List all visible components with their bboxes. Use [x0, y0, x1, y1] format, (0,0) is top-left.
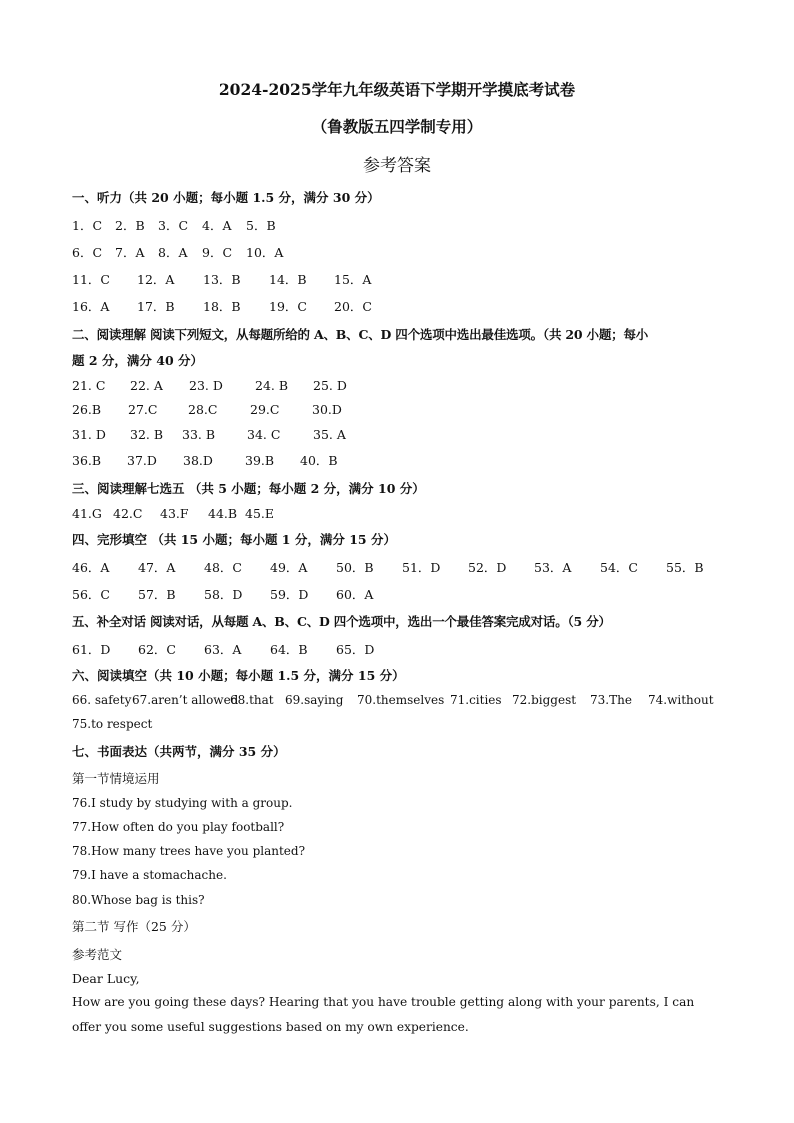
essay-greeting: Dear Lucy, — [72, 971, 140, 986]
answer-item: 47．A — [138, 560, 176, 575]
answer-item: 15．A — [334, 272, 372, 287]
sample-essay-label: 参考范文 — [72, 947, 123, 962]
section-1-row-3 — [72, 270, 371, 288]
answer-item: 58．D — [204, 587, 243, 602]
section-6-row — [72, 693, 714, 707]
answer-item: 74.without — [648, 693, 714, 707]
answer-sentence: 79.I have a stomachache. — [72, 868, 227, 882]
section-4-row-2 — [72, 585, 373, 603]
answer-item: 36.B — [72, 453, 102, 468]
answer-item: 60．A — [336, 587, 374, 602]
answer-item: 59．D — [270, 587, 309, 602]
section-2-heading-cont: 题 2 分，满分 40 分） — [72, 353, 204, 368]
answer-item: 42.C — [113, 506, 143, 521]
answer-item: 1．C — [72, 218, 103, 233]
section-1-row-2 — [72, 243, 283, 261]
answer-item: 54．C — [600, 560, 638, 575]
answer-item: 38.D — [183, 453, 213, 468]
answer-item: 31. D — [72, 427, 106, 442]
answer-item: 55．B — [666, 560, 704, 575]
section-1-row-4 — [72, 297, 372, 315]
answer-item: 14．B — [269, 272, 307, 287]
answer-item: 11．C — [72, 272, 110, 287]
answer-item: 71.cities — [450, 693, 502, 707]
answer-item: 26.B — [72, 402, 102, 417]
section-2-row-1 — [72, 378, 347, 393]
answer-item: 6．C — [72, 245, 103, 260]
essay-body: How are you going these days? Hearing that you have trouble getting along with your parents, I can offer you some useful suggestions based on my own experience. — [72, 995, 695, 1034]
answer-item: 35. A — [313, 427, 346, 442]
answer-item: 39.B — [245, 453, 275, 468]
answer-item: 28.C — [188, 402, 218, 417]
section-2-row-2 — [72, 402, 342, 417]
section-2-row-3 — [72, 427, 346, 442]
part-1-label: 第一节情境运用 — [72, 771, 160, 786]
answer-item: 30.D — [312, 402, 342, 417]
exam-title: 2024-2025学年九年级英语下学期开学摸底考试卷 — [218, 80, 576, 99]
answer-item: 52．D — [468, 560, 507, 575]
answer-item: 72.biggest — [512, 693, 577, 707]
answer-item: 67.aren’t allowed — [132, 693, 239, 707]
answer-sentence: 76.I study by studying with a group. — [72, 796, 293, 810]
answer-item: 53．A — [534, 560, 572, 575]
answer-item: 73.The — [590, 693, 632, 707]
answer-item: 63．A — [204, 642, 242, 657]
answer-item: 19．C — [269, 299, 307, 314]
answer-item: 69.saying — [285, 693, 344, 707]
answer-item: 18．B — [203, 299, 241, 314]
section-7-heading: 七、书面表达（共两节，满分 35 分） — [72, 744, 286, 759]
section-1-heading: 一、听力（共 20 小题；每小题 1.5 分，满分 30 分） — [72, 190, 380, 205]
answer-item: 24. B — [255, 378, 289, 393]
answer-item: 70.themselves — [357, 693, 445, 707]
answer-item: 34. C — [247, 427, 281, 442]
answer-item: 21. C — [72, 378, 106, 393]
answer-item: 7．A — [115, 245, 145, 260]
answer-item: 50．B — [336, 560, 374, 575]
answer-item: 2．B — [115, 218, 145, 233]
section-6-heading: 六、阅读填空（共 10 小题；每小题 1.5 分，满分 15 分） — [72, 668, 405, 683]
section-2-row-4 — [72, 451, 338, 469]
answer-item: 48．C — [204, 560, 242, 575]
section-4-row-1 — [72, 558, 704, 576]
answer-item: 66. safety — [72, 693, 132, 707]
section-4-heading: 四、完形填空 （共 15 小题；每小题 1 分，满分 15 分） — [72, 532, 396, 547]
answer-item: 10．A — [246, 245, 284, 260]
answer-item: 61．D — [72, 642, 111, 657]
answer-item: 46．A — [72, 560, 110, 575]
answer-sentence: 78.How many trees have you planted? — [72, 844, 306, 858]
answer-item: 20．C — [334, 299, 372, 314]
answer-item: 29.C — [250, 402, 280, 417]
answer-item: 9．C — [202, 245, 233, 260]
answer-item: 4．A — [202, 218, 232, 233]
answer-item: 43.F — [160, 506, 189, 521]
answer-item: 25. D — [313, 378, 347, 393]
section-2-heading: 二、阅读理解 阅读下列短文，从每题所给的 A、B、C、D 四个选项中选出最佳选项。（共 20 小题；每小 — [72, 327, 649, 342]
answer-item: 44.B — [208, 506, 238, 521]
answer-item: 16．A — [72, 299, 110, 314]
answer-item: 5．B — [246, 218, 276, 233]
answer-item: 45.E — [245, 506, 275, 521]
section-5-row — [72, 640, 374, 658]
answer-item: 12．A — [137, 272, 175, 287]
answer-item: 62．C — [138, 642, 176, 657]
answer-sentence: 80.Whose bag is this? — [72, 893, 205, 907]
answer-item: 23. D — [189, 378, 223, 393]
answer-key-label: 参考答案 — [363, 156, 431, 176]
answer-item: 41.G — [72, 506, 102, 521]
answer-item: 56．C — [72, 587, 110, 602]
part-2-label: 第二节 写作（25 分） — [72, 919, 196, 934]
answer-item: 51．D — [402, 560, 441, 575]
answer-item: 65．D — [336, 642, 375, 657]
answer-item: 57．B — [138, 587, 176, 602]
section-3-heading: 三、阅读理解七选五 （共 5 小题；每小题 2 分，满分 10 分） — [72, 481, 425, 496]
answer-item: 8．A — [158, 245, 188, 260]
answer-item: 49．A — [270, 560, 308, 575]
answer-item: 22. A — [130, 378, 163, 393]
answer-item: 27.C — [128, 402, 158, 417]
answer-item: 40．B — [300, 453, 338, 468]
answer-sentence: 77.How often do you play football? — [72, 820, 285, 834]
section-3-row — [72, 506, 274, 521]
section-5-heading: 五、补全对话 阅读对话，从每题 A、B、C、D 四个选项中，选出一个最佳答案完成对话。（5 分） — [72, 614, 611, 629]
exam-subtitle: （鲁教版五四学制专用） — [311, 117, 483, 136]
answer-item: 3．C — [158, 218, 189, 233]
answer-item: 33. B — [182, 427, 216, 442]
answer-item: 75.to respect — [72, 717, 153, 731]
answer-item: 32. B — [130, 427, 164, 442]
answer-item: 13．B — [203, 272, 241, 287]
answer-item: 64．B — [270, 642, 308, 657]
answer-item: 17．B — [137, 299, 175, 314]
answer-item: 37.D — [127, 453, 157, 468]
section-1-row-1 — [72, 216, 276, 234]
answer-item: 68.that — [230, 693, 274, 707]
